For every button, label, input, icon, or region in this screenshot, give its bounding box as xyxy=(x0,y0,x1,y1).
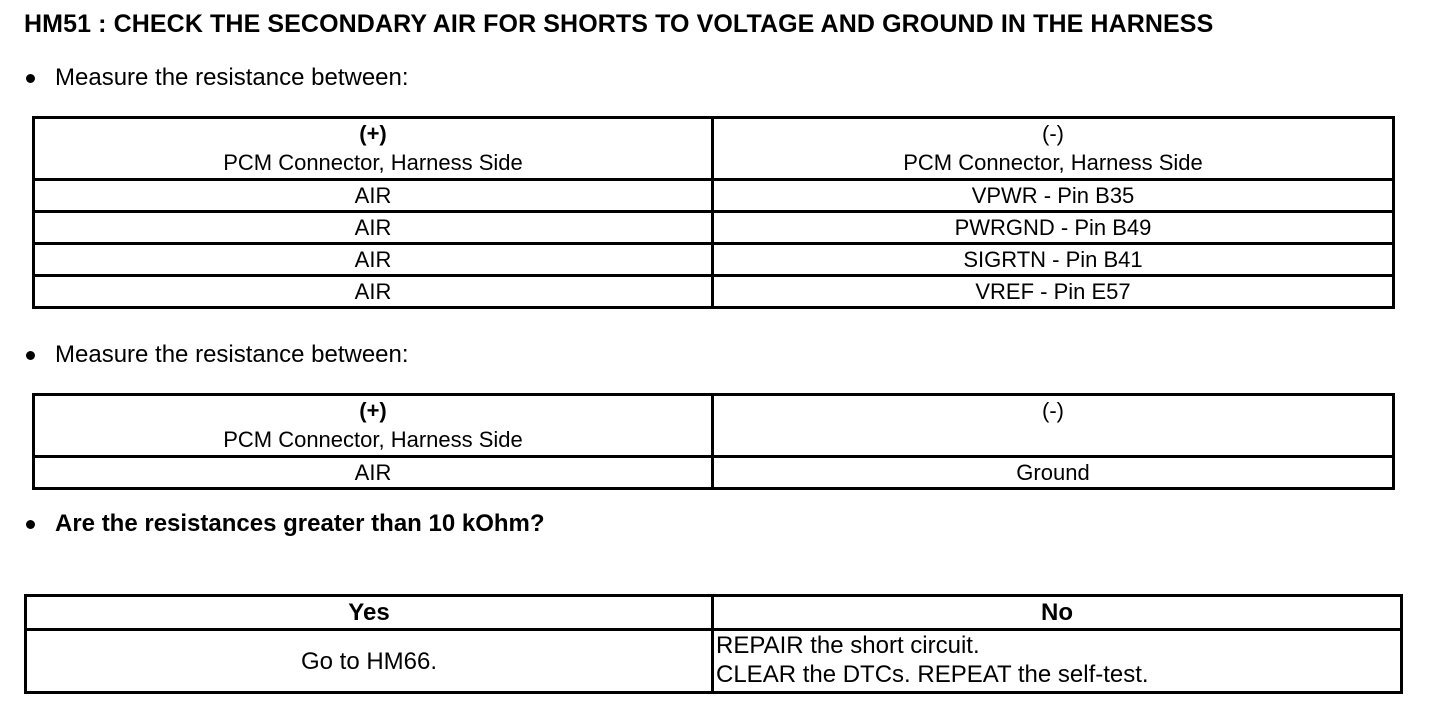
result-header-row xyxy=(26,596,1402,630)
bullet-icon xyxy=(26,520,35,529)
table-header-row xyxy=(34,395,1394,457)
minus-cell: PWRGND - Pin B49 xyxy=(713,212,1394,244)
minus-label: PCM Connector, Harness Side xyxy=(903,150,1203,175)
plus-label: PCM Connector, Harness Side xyxy=(223,150,523,175)
no-action xyxy=(713,630,1402,693)
minus-sign: (-) xyxy=(1042,121,1064,146)
plus-cell: AIR xyxy=(34,212,713,244)
plus-cell: AIR xyxy=(34,276,713,308)
plus-sign: (+) xyxy=(359,398,387,423)
resistance-table-1 xyxy=(32,116,1395,309)
no-action-line-1: REPAIR the short circuit. xyxy=(716,632,980,659)
instruction-text: Measure the resistance between: xyxy=(55,64,409,91)
minus-cell: VREF - Pin E57 xyxy=(713,276,1394,308)
table-row xyxy=(34,276,1394,308)
page-title: HM51 : CHECK THE SECONDARY AIR FOR SHORTS TO VOLTAGE AND GROUND IN THE HARNESS xyxy=(24,10,1214,38)
result-row xyxy=(26,630,1402,693)
question-text: Are the resistances greater than 10 kOhm? xyxy=(55,510,545,537)
no-header: No xyxy=(713,596,1402,630)
plus-cell: AIR xyxy=(34,244,713,276)
table-row xyxy=(34,457,1394,489)
table-row xyxy=(34,180,1394,212)
instruction-bullet-1 xyxy=(26,64,409,92)
minus-cell: SIGRTN - Pin B41 xyxy=(713,244,1394,276)
minus-sign: (-) xyxy=(1042,398,1064,423)
table-row xyxy=(34,212,1394,244)
minus-cell: Ground xyxy=(713,457,1394,489)
plus-header-cell xyxy=(34,118,713,180)
no-action-line-2: CLEAR the DTCs. REPEAT the self-test. xyxy=(716,661,1149,688)
minus-header-cell xyxy=(713,395,1394,457)
bullet-icon xyxy=(26,351,35,360)
table-row xyxy=(34,244,1394,276)
minus-cell: VPWR - Pin B35 xyxy=(713,180,1394,212)
instruction-bullet-2 xyxy=(26,341,409,369)
plus-header-cell xyxy=(34,395,713,457)
instruction-text: Measure the resistance between: xyxy=(55,341,409,368)
plus-cell: AIR xyxy=(34,457,713,489)
result-table xyxy=(24,594,1403,694)
bullet-icon xyxy=(26,74,35,83)
plus-cell: AIR xyxy=(34,180,713,212)
table-header-row xyxy=(34,118,1394,180)
plus-label: PCM Connector, Harness Side xyxy=(223,427,523,452)
yes-action: Go to HM66. xyxy=(26,630,713,693)
plus-sign: (+) xyxy=(359,121,387,146)
question-bullet xyxy=(26,510,545,538)
yes-header: Yes xyxy=(26,596,713,630)
resistance-table-2 xyxy=(32,393,1395,490)
minus-header-cell xyxy=(713,118,1394,180)
